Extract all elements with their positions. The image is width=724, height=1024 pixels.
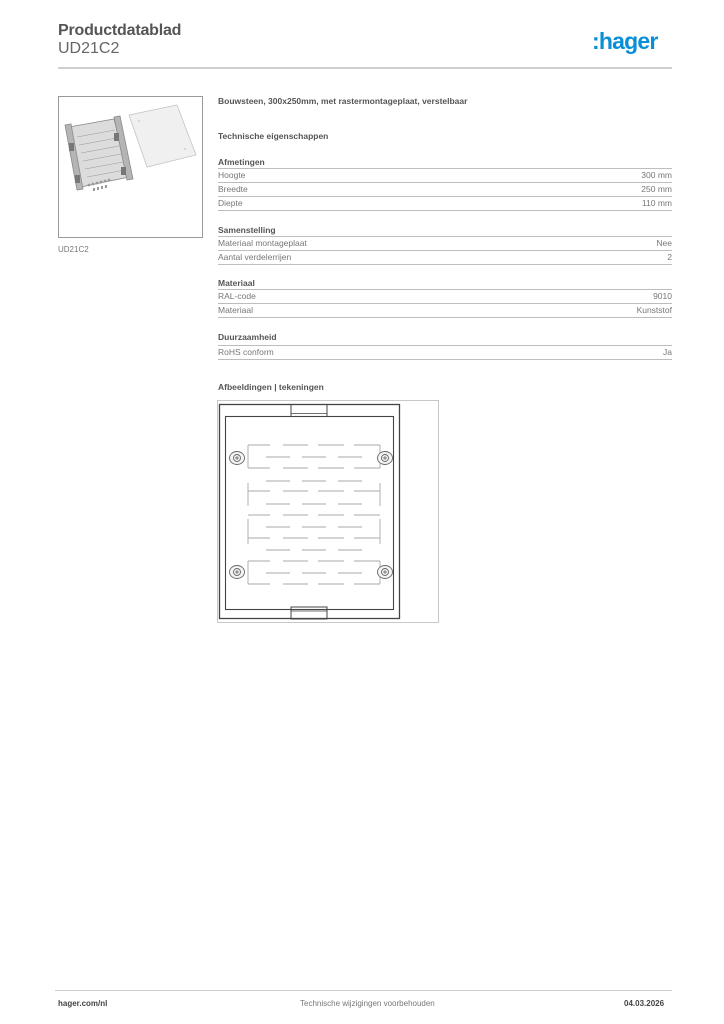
header-divider: [58, 67, 672, 69]
product-description: Bouwsteen, 300x250mm, met rastermontageplaat, verstelbaar: [218, 96, 468, 106]
spec-row: [218, 183, 672, 197]
product-image-caption: UD21C2: [58, 245, 89, 254]
page-title: Productdatablad: [58, 22, 182, 39]
spec-value: Kunststof: [636, 305, 672, 315]
technical-drawing: [217, 400, 439, 623]
hager-logo: :hager: [592, 28, 658, 54]
footer-date: 04.03.2026: [624, 999, 665, 1008]
product-photo-icon: [59, 97, 202, 237]
spec-label: Aantal verdelerrijen: [218, 252, 292, 262]
spec-row: [218, 169, 672, 183]
spec-group-title: Afmetingen: [218, 156, 672, 169]
footer-disclaimer: Technische wijzigingen voorbehouden: [300, 999, 435, 1008]
footer-divider: [55, 990, 672, 991]
spec-group-title: Duurzaamheid: [218, 331, 672, 346]
spec-label: RoHS conform: [218, 347, 274, 357]
spec-row: [218, 304, 672, 318]
spec-row: [218, 290, 672, 304]
spec-value: Ja: [663, 347, 672, 357]
spec-label: Materiaal: [218, 305, 253, 315]
product-image: [58, 96, 203, 238]
spec-group-title: Samenstelling: [218, 224, 672, 237]
spec-label: Diepte: [218, 198, 243, 208]
spec-value: 2: [667, 252, 672, 262]
images-drawings-heading: Afbeeldingen | tekeningen: [218, 382, 324, 392]
spec-group-dimensions: [218, 156, 672, 211]
spec-label: Materiaal montageplaat: [218, 238, 307, 248]
spec-group-material: [218, 277, 672, 318]
spec-label: Hoogte: [218, 170, 246, 180]
spec-group-title: Materiaal: [218, 277, 672, 290]
spec-value: 9010: [653, 291, 672, 301]
spec-value: 250 mm: [641, 184, 672, 194]
spec-value: Nee: [656, 238, 672, 248]
spec-row: [218, 346, 672, 360]
technical-drawing-icon: [218, 401, 438, 622]
spec-row: [218, 237, 672, 251]
spec-group-composition: [218, 224, 672, 265]
spec-row: [218, 197, 672, 211]
product-code: UD21C2: [58, 40, 120, 57]
spec-value: 110 mm: [641, 198, 672, 208]
spec-value: 300 mm: [641, 170, 672, 180]
spec-label: Breedte: [218, 184, 248, 194]
footer-website-link[interactable]: hager.com/nl: [58, 999, 108, 1008]
spec-row: [218, 251, 672, 265]
technical-properties-heading: Technische eigenschappen: [218, 131, 329, 141]
spec-group-sustainability: [218, 331, 672, 360]
spec-label: RAL-code: [218, 291, 256, 301]
